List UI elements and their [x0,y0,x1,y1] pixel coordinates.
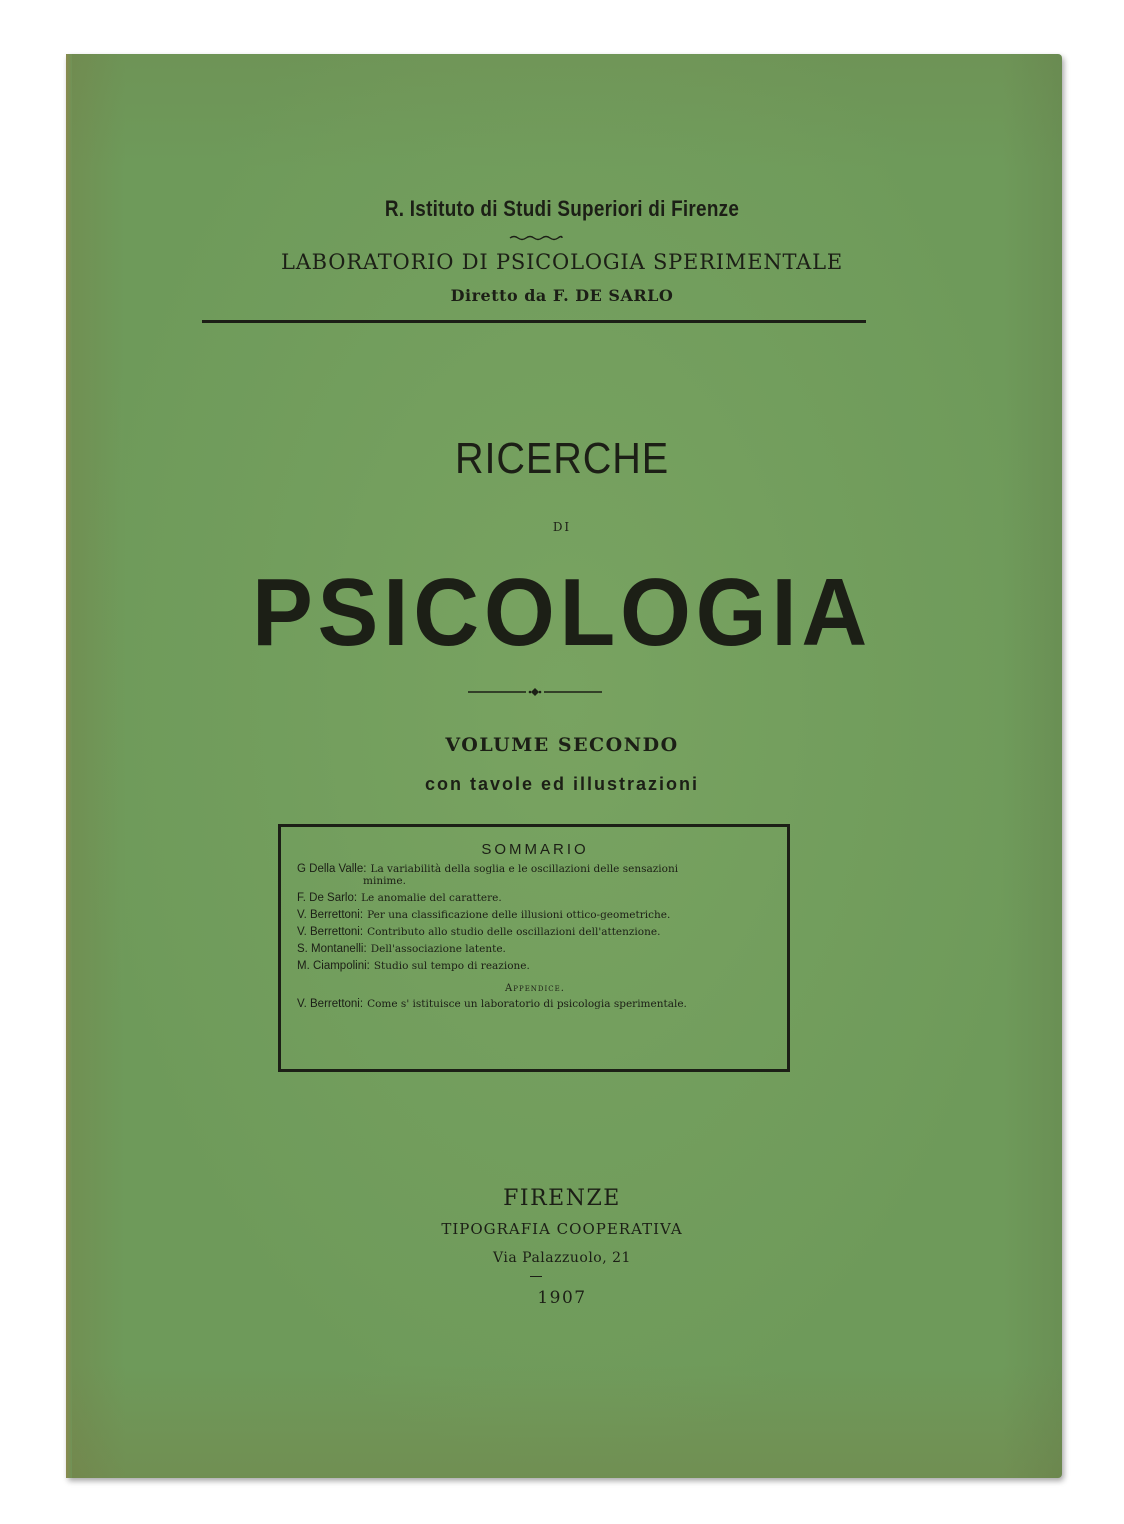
volume-subtitle: con tavole ed illustrazioni [424,774,700,794]
entry-author: G Della Valle: [297,863,367,875]
entry-author: F. De Sarlo: [297,892,358,904]
entry-title-continuation: minime. [363,875,406,887]
institute-name: R. Istituto di Studi Superiori di Firenze [384,196,740,221]
summary-entry [297,942,773,956]
volume-label: VOLUME SECONDO [445,734,679,756]
main-title: PSICOLOGIA [251,559,873,666]
entry-author: V. Berrettoni: [297,926,364,938]
imprint-year: 1907 [537,1288,587,1308]
summary-entry [297,908,773,922]
imprint-dash [530,1276,542,1277]
entry-title: Studio sul tempo di reazione. [373,960,530,972]
title-line1: RICERCHE [454,434,670,483]
entry-title: Dell'associazione latente. [370,943,506,955]
summary-entry [297,862,773,888]
entry-title: Come s' istituisce un laboratorio di psicologia sperimentale. [367,998,687,1010]
director-line: Diretto da F. DE SARLO [450,286,674,305]
entry-author: V. Berrettoni: [297,909,364,921]
entry-title: Contributo allo studio delle oscillazioni dell'attenzione. [367,926,661,938]
imprint-address: Via Palazzuolo, 21 [493,1250,631,1266]
summary-entry [297,925,773,939]
entry-title: La variabilità della soglia e le oscillazioni delle sensazioni [370,863,679,875]
laboratory-name: LABORATORIO DI PSICOLOGIA SPERIMENTALE [280,250,844,274]
entry-author: S. Montanelli: [297,943,367,955]
summary-box [278,824,790,1072]
header-rule [202,320,866,323]
appendix-entry [297,997,773,1011]
entry-title: Per una classificazione delle illusioni ottico-geometriche. [367,909,671,921]
appendix-label: Appendice. [505,983,565,994]
imprint-city: FIRENZE [503,1186,621,1211]
title-connector: DI [552,520,572,534]
entry-author: M. Ciampolini: [297,960,370,972]
decorative-squiggle [509,234,563,242]
ornamental-divider [468,686,602,698]
entry-author: V. Berrettoni: [297,998,364,1010]
imprint-printer: TIPOGRAFIA COOPERATIVA [441,1220,683,1238]
summary-entry [297,891,773,905]
summary-heading: SOMMARIO [481,841,589,858]
entry-title: Le anomalie del carattere. [361,892,502,904]
summary-entry [297,959,773,973]
